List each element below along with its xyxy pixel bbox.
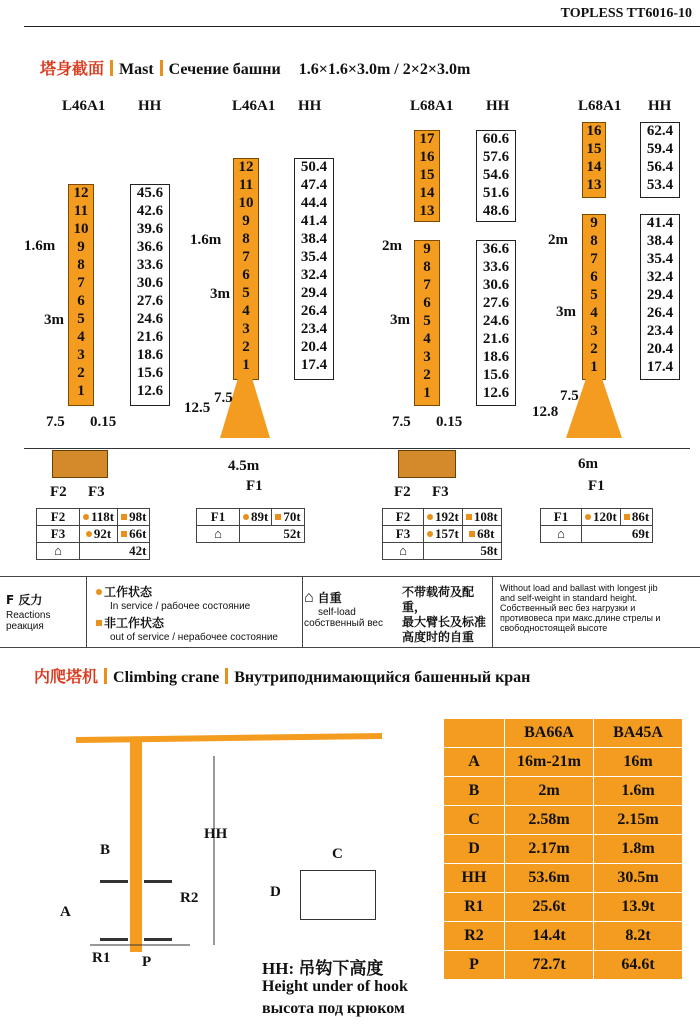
- legend-self-load-zh: 自重: [317, 591, 342, 605]
- mast-4-column-top: 16 15 14 13: [582, 122, 606, 198]
- mast-2-force-table: F1 89t 70t ⌂ 52t: [196, 508, 305, 543]
- mast-2-hh-label: HH: [298, 98, 322, 114]
- mast-4-column-bottom: 9 8 7 6 5 4 3 2 1: [582, 214, 606, 380]
- legend-self-load-en: self-load: [318, 607, 356, 618]
- table-row: HH 53.6m 30.5m: [444, 864, 683, 893]
- mast-2-base-total: 12.5: [184, 400, 211, 416]
- mast-3-force-table: F2 192t 108t F3 157t 68t ⌂ 58t: [382, 508, 502, 560]
- self-load-icon: ⌂: [304, 589, 314, 606]
- mast-4-hh-list-top: 62.4 59.4 56.4 53.4: [640, 122, 680, 198]
- plan-c-label: C: [332, 846, 343, 862]
- climbing-a-label: A: [60, 904, 71, 920]
- mast-4-hh-list-bottom: 41.4 38.4 35.4 32.4 29.4 26.4 23.4 20.4 17.4: [640, 214, 680, 380]
- climbing-r1-label: R1: [92, 950, 111, 966]
- legend-out-service-zh: 非工作状态: [104, 616, 165, 630]
- mast-title-zh: 塔身截面: [40, 59, 105, 78]
- header-rule: [24, 26, 700, 27]
- mast-3-base-height: 7.5: [392, 414, 411, 430]
- mast-3-hh-list-top: 60.6 57.6 54.6 51.6 48.6: [476, 130, 516, 222]
- mast-spec: 1.6×1.6×3.0m / 2×2×3.0m: [298, 61, 471, 78]
- table-row: A 16m-21m 16m: [444, 748, 683, 777]
- climbing-title-en: Climbing crane: [113, 669, 220, 686]
- climbing-spec-table: [443, 718, 683, 980]
- self-weight-icon: ⌂: [37, 543, 80, 560]
- mast-3-force-1: F2: [394, 484, 411, 500]
- legend-in-service-en: In service / рабочее состояние: [110, 601, 251, 612]
- plan-d-label: D: [270, 884, 281, 900]
- document-code: TOPLESS TT6016-10: [560, 6, 692, 21]
- mast-1-force-1: F2: [50, 484, 67, 500]
- mast-2-base-width: 4.5m: [228, 458, 260, 474]
- table-row: D 2.17m 1.8m: [444, 835, 683, 864]
- mast-2-section-height: 3m: [210, 286, 230, 302]
- mast-4-base-width: 6m: [578, 456, 598, 472]
- mast-4-base-height: 7.5: [560, 388, 579, 404]
- mast-3-foundation: [398, 450, 456, 478]
- table-row: P 72.7t 64.6t: [444, 951, 683, 980]
- table-row: B 2m 1.6m: [444, 777, 683, 806]
- mast-3-base-offset: 0.15: [436, 414, 463, 430]
- caption-ru: высота под крюком: [262, 1000, 405, 1017]
- legend-reactions-ru: реакция: [6, 621, 44, 632]
- mast-3-hh-list-bottom: 36.6 33.6 30.6 27.6 24.6 21.6 18.6 15.6 12.6: [476, 240, 516, 406]
- mast-1-hh-label: HH: [138, 98, 162, 114]
- table-row: C 2.58m 2.15m: [444, 806, 683, 835]
- climbing-title-ru: Внутриподнимающийся башенный кран: [234, 669, 531, 686]
- legend: [0, 576, 700, 648]
- mast-1-section-height: 3m: [44, 312, 64, 328]
- mast-1-foundation: [52, 450, 108, 478]
- table-header-row: BA66A BA45A: [444, 719, 683, 748]
- legend-note-en-2: and self-weight in standard height.: [500, 593, 638, 603]
- mast-3-column-bottom: 9 8 7 6 5 4 3 2 1: [414, 240, 440, 406]
- climbing-b-label: B: [100, 842, 111, 858]
- mast-1-hh-list: 45.6 42.6 39.6 36.6 33.6 30.6 27.6 24.6 21.6 18.6 15.6 12.6: [130, 184, 170, 406]
- climbing-p-label: P: [142, 954, 152, 970]
- legend-note-en-1: Without load and ballast with longest jib: [500, 583, 658, 593]
- legend-note-zh-3: 高度时的自重: [402, 630, 475, 644]
- legend-note-zh-1: 不带载荷及配重，: [402, 585, 475, 614]
- mast-4-force-table: F1 120t 86t ⌂ 69t: [540, 508, 653, 543]
- plan-view: [300, 870, 376, 920]
- mast-2-model: L46A1: [232, 98, 276, 114]
- table-row: R2 14.4t 8.2t: [444, 922, 683, 951]
- mast-2-width: 1.6m: [190, 232, 222, 248]
- mast-1-width: 1.6m: [24, 238, 56, 254]
- mast-section-title: [40, 56, 470, 79]
- mast-1-base-offset: 0.15: [90, 414, 117, 430]
- mast-4-base-total: 12.8: [532, 404, 559, 420]
- mast-3-column-top: 17 16 15 14 13: [414, 130, 440, 222]
- mast-4-model: L68A1: [578, 98, 622, 114]
- climbing-r2-label: R2: [180, 890, 199, 906]
- mast-3-model: L68A1: [410, 98, 454, 114]
- mast-2-force-1: F1: [246, 478, 263, 494]
- mast-1-force-2: F3: [88, 484, 105, 500]
- mast-1-model: L46A1: [62, 98, 106, 114]
- mast-3-force-2: F3: [432, 484, 449, 500]
- legend-out-service-en: out of service / нерабочее состояние: [110, 632, 278, 643]
- legend-note-ru-1: Собственный вес без нагрузки и: [500, 603, 636, 613]
- caption-zh: HH: 吊钩下高度: [262, 959, 384, 978]
- mast-2-hh-list: 50.4 47.4 44.4 41.4 38.4 35.4 32.4 29.4 26.4 23.4 20.4 17.4: [294, 158, 334, 380]
- mast-1-column: 12 11 10 9 8 7 6 5 4 3 2 1: [68, 184, 94, 406]
- legend-note-ru-3: свободностоящей высоте: [500, 623, 608, 633]
- ground-line: [24, 448, 690, 449]
- mast-4-section-height: 3m: [556, 304, 576, 320]
- mast-4-hh-label: HH: [648, 98, 672, 114]
- self-weight-icon: ⌂: [197, 526, 240, 543]
- legend-note-ru-2: противовеса при макс.длине стрелы и: [500, 613, 661, 623]
- self-weight-icon: ⌂: [383, 543, 424, 560]
- mast-title-ru: Сечение башни: [168, 61, 281, 78]
- table-row: R1 25.6t 13.9t: [444, 893, 683, 922]
- mast-3-width: 2m: [382, 238, 402, 254]
- legend-self-load-ru: собственный вес: [304, 618, 383, 629]
- climbing-title-zh: 内爬塔机: [34, 667, 99, 686]
- crane-jib: [76, 736, 382, 740]
- mast-1-base-height: 7.5: [46, 414, 65, 430]
- climbing-section-title: [34, 664, 530, 687]
- legend-in-service-zh: 工作状态: [104, 585, 153, 599]
- legend-note-zh-2: 最大臂长及标准: [402, 615, 487, 629]
- legend-reactions-zh: F 反力: [6, 593, 43, 607]
- mast-2-column: 12 11 10 9 8 7 6 5 4 3 2 1: [233, 158, 259, 380]
- climbing-collar: [100, 880, 128, 883]
- legend-reactions-en: Reactions: [6, 610, 51, 621]
- crane-mast: [130, 742, 142, 952]
- mast-3-section-height: 3m: [390, 312, 410, 328]
- mast-4-base-frame: [566, 378, 622, 438]
- mast-4-width: 2m: [548, 232, 568, 248]
- mast-4-force-1: F1: [588, 478, 605, 494]
- mast-3-hh-label: HH: [486, 98, 510, 114]
- mast-title-en: Mast: [119, 61, 154, 78]
- mast-2-base-frame: [220, 378, 270, 438]
- mast-2-base-height: 7.5: [214, 390, 233, 406]
- caption-en: Height under of hook: [262, 978, 408, 995]
- self-weight-icon: ⌂: [541, 526, 582, 543]
- mast-1-force-table: F2 118t 98t F3 92t 66t ⌂ 42t: [36, 508, 150, 560]
- climbing-hh-label: HH: [204, 826, 228, 842]
